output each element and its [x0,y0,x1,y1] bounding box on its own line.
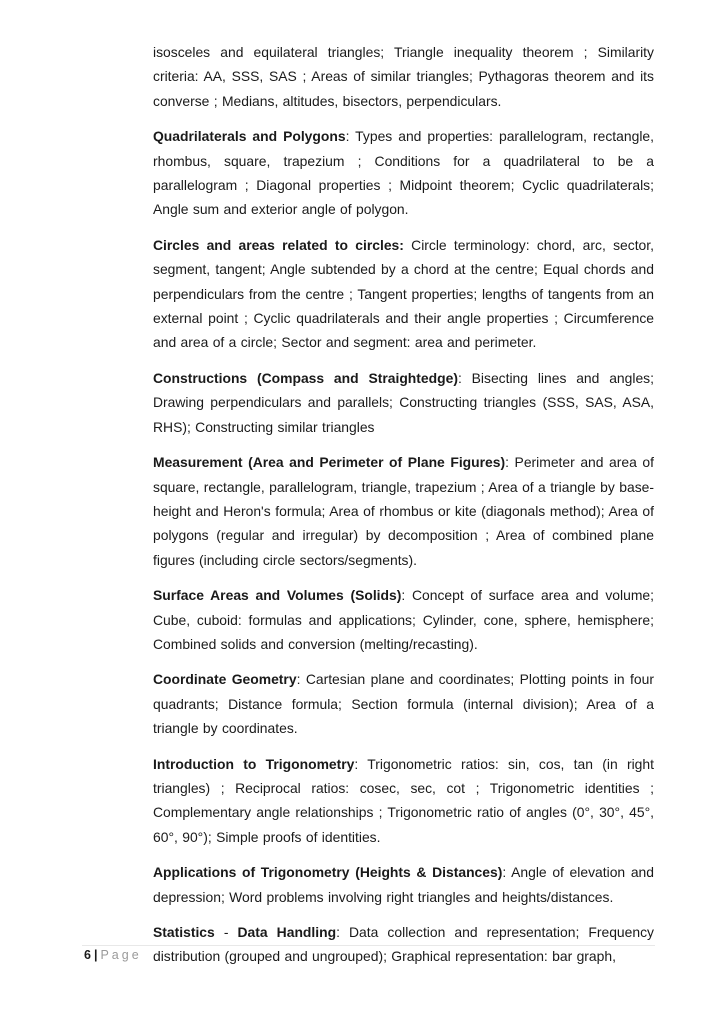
page-footer [84,948,142,962]
footer-separator: | [93,948,98,962]
paragraph-circles [153,233,654,355]
paragraph-triangles-continued [153,40,654,113]
paragraph-coordinate-geometry [153,667,654,740]
paragraph-body: Types and properties: parallelogram, rectangle, rhombus, square, trapezium ; Conditions for a quadrilateral to be a parallelogram ; Diagonal properties ; Midpoint theorem; Cyclic quadrilaterals; Angle sum and exterior angle of polygon. [153,128,654,218]
section-heading: Statistics [153,924,215,940]
paragraph-body: Bisecting lines and angles; Drawing perpendiculars and parallels; Constructing triangles (SSS, SAS, ASA, RHS); Constructing similar triangles [153,369,654,435]
heading-separator: : [401,587,406,604]
section-heading: Measurement (Area and Perimeter of Plane Figures) [153,454,506,471]
heading-separator: : [457,369,462,386]
paragraph-body: Cartesian plane and coordinates; Plotting points in four quadrants; Distance formula; Section formula (internal division); Area of a triangle by coordinates. [153,671,654,737]
paragraph-body: Angle of elevation and depression; Word problems involving right triangles and heights/distances. [153,864,654,905]
page-number: 6 [84,948,91,962]
heading-separator: : [336,924,340,940]
heading-separator: : [505,454,509,471]
footer-divider [82,945,655,946]
paragraph-constructions [153,366,654,439]
section-heading: Quadrilaterals and Polygons [153,128,346,145]
section-heading-secondary: Data Handling [237,924,337,940]
paragraph-surface-areas [153,583,654,656]
heading-separator: : [354,755,359,772]
section-heading: Constructions (Compass and Straightedge) [153,369,458,386]
section-heading: Applications of Trigonometry (Heights & Distances) [153,864,503,881]
paragraph-body: Data collection and representation; Frequency distribution (grouped and ungrouped); Graphical representation: bar graph, [153,924,654,965]
paragraph-trigonometry-applications [153,860,654,909]
heading-mid-separator: - [214,924,238,940]
section-heading: Surface Areas and Volumes (Solids) [153,587,402,604]
section-heading: Coordinate Geometry [153,671,297,688]
paragraph-body: Perimeter and area of square, rectangle, parallelogram, triangle, trapezium ; Area of a triangle by base-height and Heron's formula; Area of rhombus or kite (diagonals method); Area of polygons (regular and irregular) by decomposition ; Area of combined plane figures (including circle sectors/segments). [153,454,654,568]
section-heading: Introduction to Trigonometry [153,755,355,772]
paragraph-body: Circle terminology: chord, arc, sector, segment, tangent; Angle subtended by a chord at the centre; Equal chords and perpendiculars from the centre ; Tangent properties; lengths of tangents from an external point ; Cyclic quadrilaterals and their angle properties ; Circumference and area of a circle; Sector and segment: area and perimeter. [153,236,654,351]
paragraph-body: Trigonometric ratios: sin, cos, tan (in right triangles) ; Reciprocal ratios: cosec, sec, cot ; Trigonometric identities ; Complementary angle relationships ; Trigonometric ratio of angles (0°, 30°, 45°, 60°, 90°); Simple proofs of identities. [153,755,654,845]
paragraph-measurement [153,450,654,572]
document-body [153,40,654,980]
heading-separator: : [345,128,350,145]
heading-separator: : [502,864,507,881]
heading-separator: : [296,671,301,688]
section-heading: Circles and areas related to circles: [153,236,404,253]
paragraph-trigonometry-intro [153,752,654,850]
paragraph-quadrilaterals [153,124,654,222]
paragraph-body: Concept of surface area and volume; Cube, cuboid: formulas and applications; Cylinder, cone, sphere, hemisphere; Combined solids and conversion (melting/recasting). [153,587,654,652]
paragraph-body: isosceles and equilateral triangles; Triangle inequality theorem ; Similarity criteria: AA, SSS, SAS ; Areas of similar triangles; Pythagoras theorem and its converse ; Medians, altitudes, bisectors, perpendiculars. [153,44,654,109]
page-label: Page [100,948,142,962]
